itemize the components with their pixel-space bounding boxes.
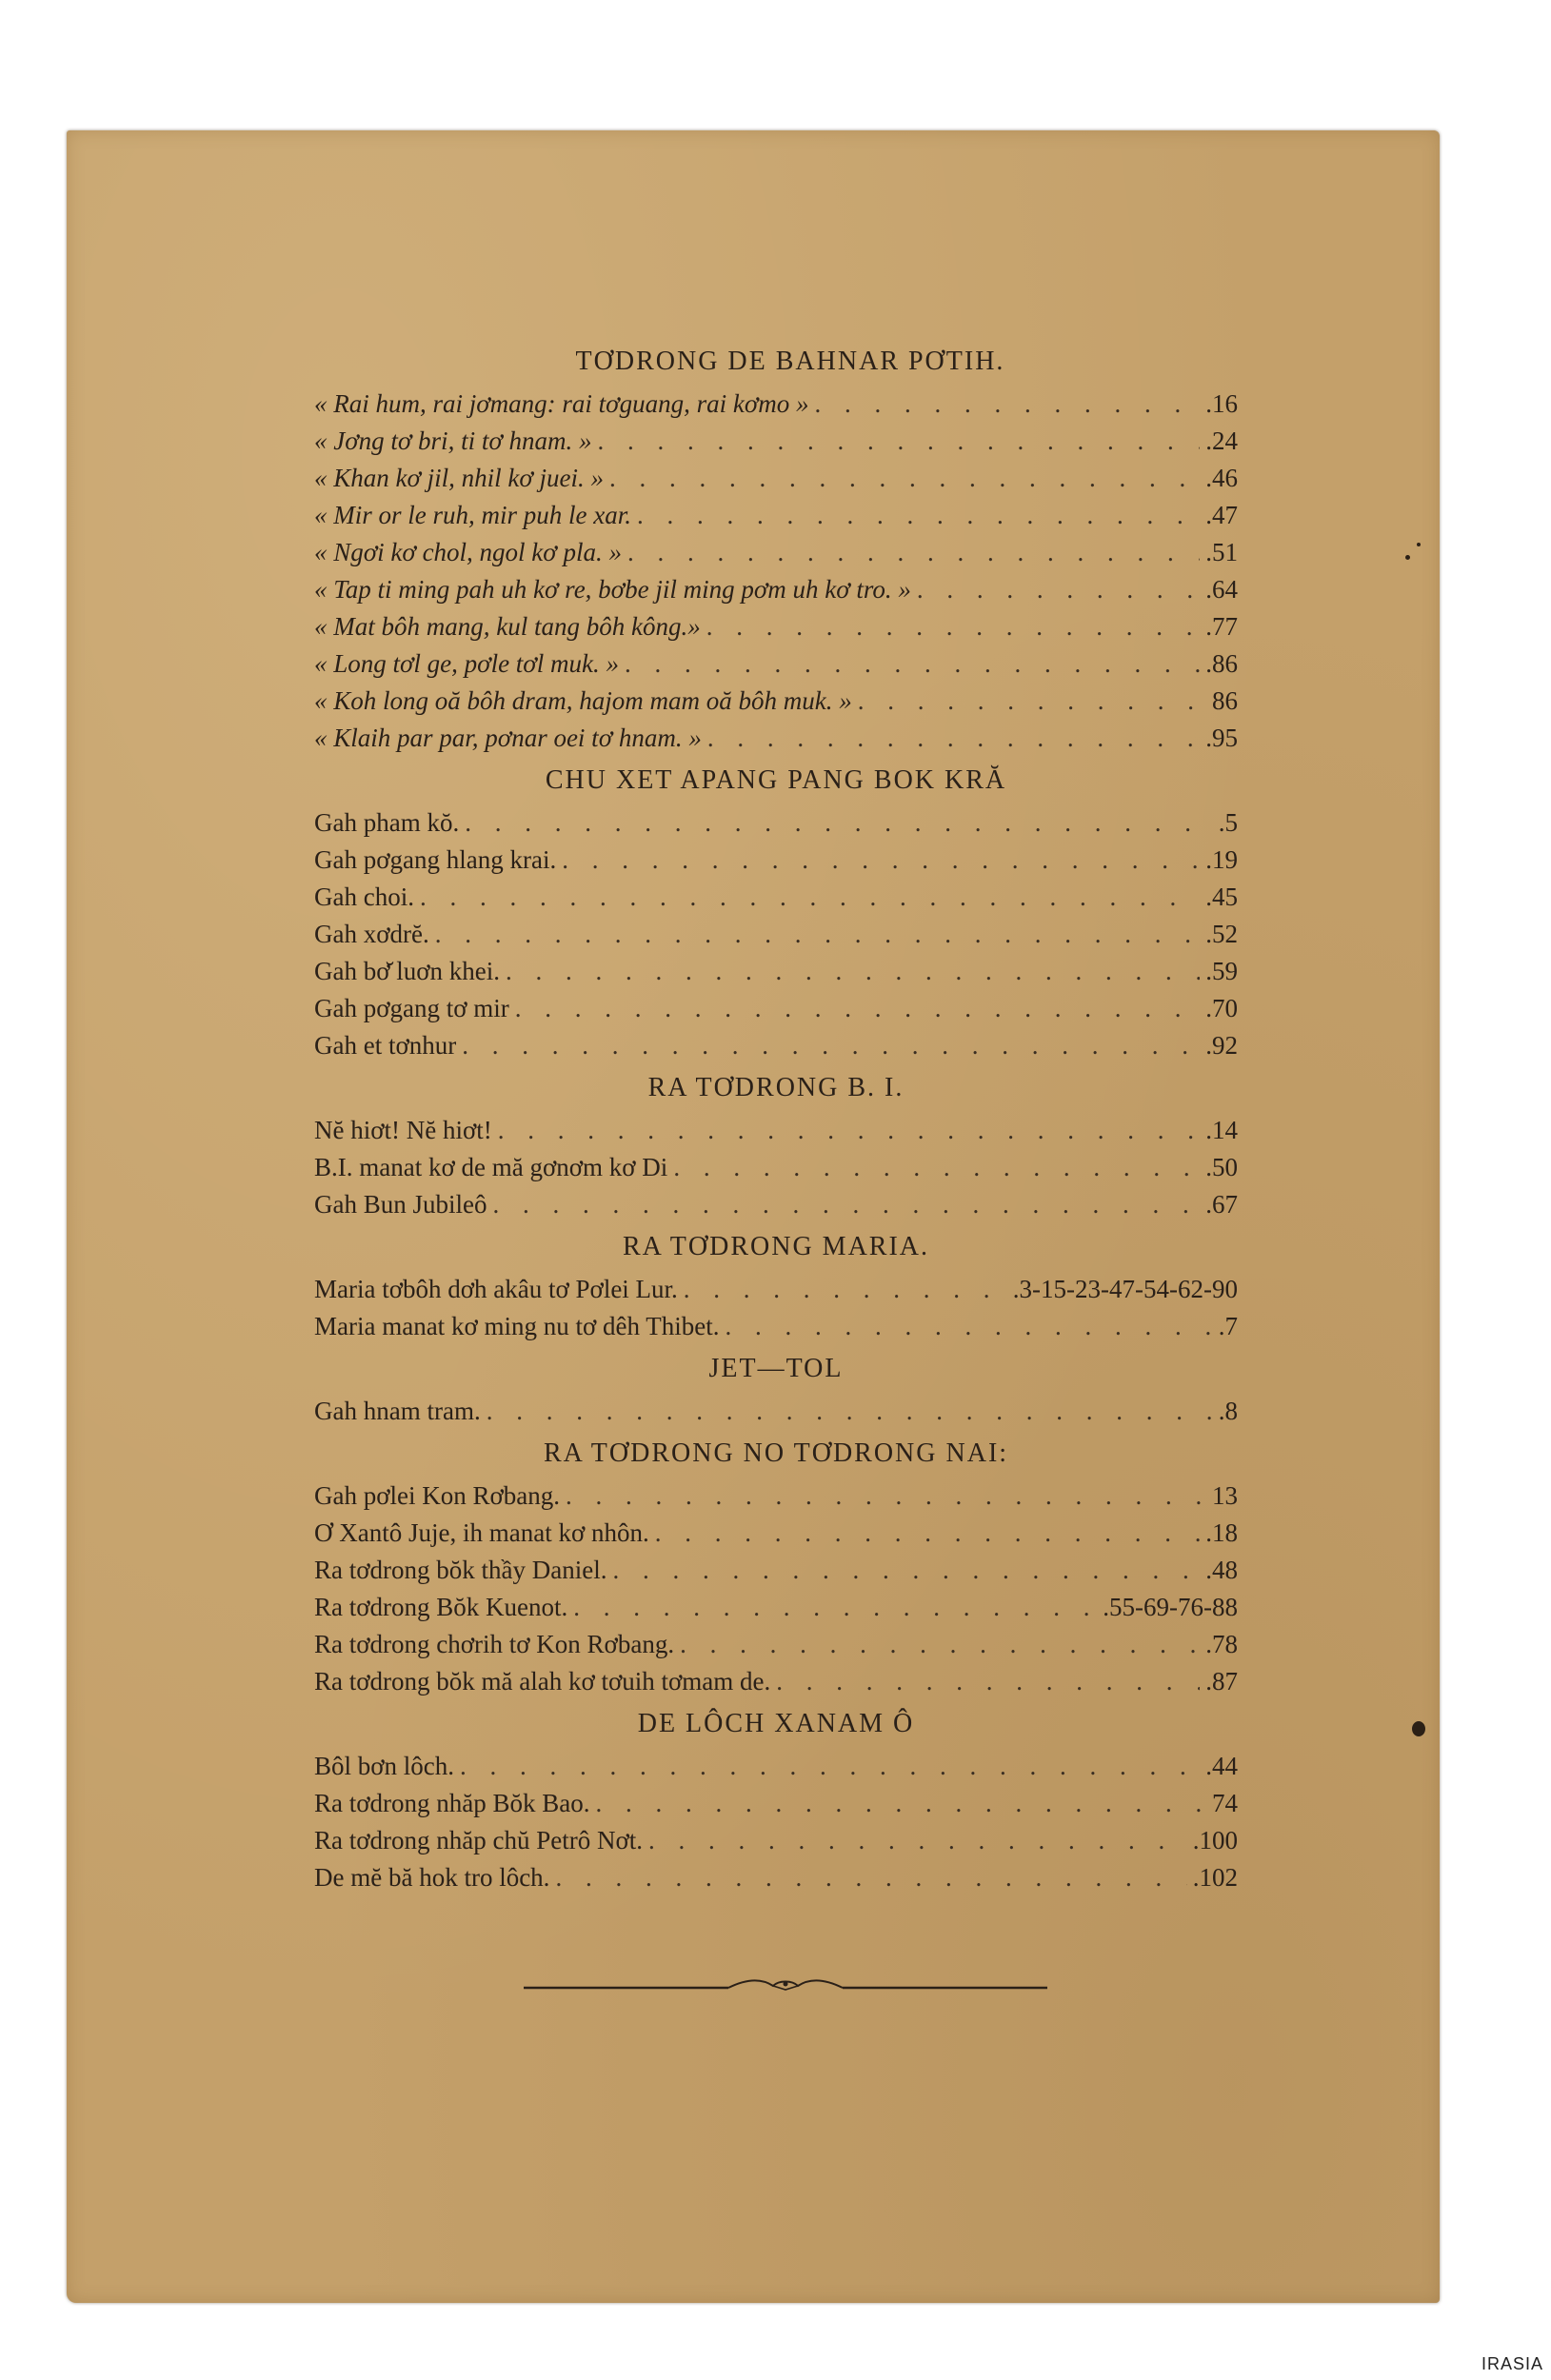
toc-section xyxy=(314,1223,1238,1345)
section-title: CHU XET APANG PANG BOK KRĂ xyxy=(545,765,1007,795)
toc-entry xyxy=(314,1822,1238,1859)
entry-page: .77 xyxy=(1205,612,1238,641)
entry-page: 13 xyxy=(1212,1481,1238,1510)
toc-entry xyxy=(314,953,1238,990)
toc-entry xyxy=(314,1112,1238,1149)
entry-page: 74 xyxy=(1212,1789,1238,1817)
toc-entry xyxy=(314,534,1238,571)
toc-entry xyxy=(314,842,1238,879)
toc-section xyxy=(314,1430,1238,1700)
entry-page: .70 xyxy=(1205,994,1238,1022)
entry-text: Ra tơdrong nhăp Bŏk Bao. xyxy=(314,1789,590,1817)
toc-entry xyxy=(314,1589,1238,1626)
dot-leader xyxy=(573,1589,1097,1626)
toc-entry xyxy=(314,571,1238,608)
entry-page: .102 xyxy=(1192,1863,1238,1892)
toc-entry xyxy=(314,1186,1238,1223)
toc-entry xyxy=(314,645,1238,683)
dot-leader xyxy=(706,608,1201,645)
entry-page: .24 xyxy=(1205,426,1238,455)
dot-leader xyxy=(562,842,1200,879)
entry-text: « Mir or le ruh, mir puh le xar. xyxy=(314,501,631,529)
entry-page: .16 xyxy=(1205,389,1238,418)
entry-page: .48 xyxy=(1205,1556,1238,1584)
dot-leader xyxy=(487,1393,1213,1430)
entry-page: .52 xyxy=(1205,920,1238,948)
dot-leader xyxy=(776,1663,1200,1700)
entry-text: Nĕ hiơt! Nĕ hiơt! xyxy=(314,1116,492,1144)
section-title: RA TƠDRONG B. I. xyxy=(647,1073,905,1102)
dot-leader xyxy=(625,645,1200,683)
entry-text: « Long tơl ge, pơle tơl muk. » xyxy=(314,649,619,678)
dot-leader xyxy=(597,423,1200,460)
dot-leader xyxy=(680,1626,1200,1663)
entry-text: Maria tơbôh dơh akâu tơ Pơlei Lur. xyxy=(314,1275,678,1303)
ornament-divider xyxy=(524,1973,1047,2001)
entry-text: Gah Bun Jubileô xyxy=(314,1190,487,1219)
dot-leader xyxy=(673,1149,1200,1186)
dot-leader xyxy=(465,804,1213,842)
toc-entry xyxy=(314,916,1238,953)
entry-text: « Rai hum, rai jơmang: rai tơguang, rai kơmo » xyxy=(314,389,809,418)
section-title: RA TƠDRONG MARIA. xyxy=(622,1232,930,1261)
entry-text: Ra tơdrong chơrih tơ Kon Rơbang. xyxy=(314,1630,675,1658)
entry-page: .18 xyxy=(1205,1518,1238,1547)
dot-leader xyxy=(498,1112,1200,1149)
toc-entry xyxy=(314,879,1238,916)
entry-page: .92 xyxy=(1205,1031,1238,1060)
table-of-contents xyxy=(314,338,1238,1896)
entry-text: « Tap ti ming pah uh kơ re, bơbe jil ming pơm uh kơ tro. » xyxy=(314,575,911,604)
dot-leader xyxy=(725,1308,1212,1345)
toc-entry xyxy=(314,460,1238,497)
entry-page: .7 xyxy=(1218,1312,1238,1340)
entry-text: Ra tơdrong Bŏk Kuenot. xyxy=(314,1593,568,1621)
dot-leader xyxy=(684,1271,1007,1308)
toc-entry xyxy=(314,804,1238,842)
toc-entry xyxy=(314,423,1238,460)
entry-text: Gah et tơnhur xyxy=(314,1031,457,1060)
entry-page: .46 xyxy=(1205,464,1238,492)
ink-spot xyxy=(1412,1721,1425,1736)
toc-entry xyxy=(314,1626,1238,1663)
toc-entry xyxy=(314,990,1238,1027)
ink-spot xyxy=(1405,555,1410,560)
toc-entry xyxy=(314,386,1238,423)
entry-text: Maria manat kơ ming nu tơ dêh Thibet. xyxy=(314,1312,720,1340)
entry-page: .78 xyxy=(1205,1630,1238,1658)
dot-leader xyxy=(493,1186,1201,1223)
entry-text: De mĕ bă hok tro lôch. xyxy=(314,1863,550,1892)
entry-page: 86 xyxy=(1212,686,1238,715)
entry-text: Gah pơgang hlang krai. xyxy=(314,845,557,874)
toc-entry xyxy=(314,1663,1238,1700)
entry-text: Gah choi. xyxy=(314,883,414,911)
dot-leader xyxy=(506,953,1200,990)
toc-section xyxy=(314,338,1238,757)
section-title: RA TƠDRONG NO TƠDRONG NAI: xyxy=(543,1438,1009,1468)
entry-page: .59 xyxy=(1205,957,1238,985)
entry-page: .5 xyxy=(1218,808,1238,837)
entry-text: Ra tơdrong bŏk mă alah kơ tơuih tơmam de. xyxy=(314,1667,771,1696)
toc-entry xyxy=(314,1027,1238,1064)
toc-entry xyxy=(314,1859,1238,1896)
entry-text: Gah pơgang tơ mir xyxy=(314,994,509,1022)
toc-entry xyxy=(314,497,1238,534)
toc-section xyxy=(314,1064,1238,1223)
entry-text: Gah hnam tram. xyxy=(314,1397,481,1425)
entry-text: Gah pham kŏ. xyxy=(314,808,460,837)
entry-page: .64 xyxy=(1205,575,1238,604)
toc-entry xyxy=(314,1552,1238,1589)
entry-page: .50 xyxy=(1205,1153,1238,1181)
entry-text: Ra tơdrong nhăp chŭ Petrô Nơt. xyxy=(314,1826,644,1854)
dot-leader xyxy=(707,720,1200,757)
toc-entry xyxy=(314,1149,1238,1186)
entry-text: « Klaih par par, pơnar oei tơ hnam. » xyxy=(314,724,702,752)
toc-entry xyxy=(314,683,1238,720)
entry-page: .86 xyxy=(1205,649,1238,678)
dot-leader xyxy=(627,534,1200,571)
dot-leader xyxy=(917,571,1200,608)
entry-text: « Ngơi kơ chol, ngol kơ pla. » xyxy=(314,538,622,566)
entry-text: « Koh long oă bôh dram, hajom mam oă bôh muk. » xyxy=(314,686,852,715)
dot-leader xyxy=(648,1822,1187,1859)
ink-spot xyxy=(1417,543,1421,546)
dot-leader xyxy=(612,1552,1200,1589)
dot-leader xyxy=(460,1748,1200,1785)
section-title: TƠDRONG DE BAHNAR PƠTIH. xyxy=(575,347,1005,376)
entry-text: Gah bơ̆ luơn khei. xyxy=(314,957,501,985)
entry-page: .19 xyxy=(1205,845,1238,874)
entry-text: Gah xơdrĕ. xyxy=(314,920,429,948)
entry-text: Ơ Xantô Juje, ih manat kơ nhôn. xyxy=(314,1518,649,1547)
watermark: IRASIA xyxy=(1481,2354,1543,2373)
entry-page: .47 xyxy=(1205,501,1238,529)
entry-page: .67 xyxy=(1205,1190,1238,1219)
toc-entry xyxy=(314,1308,1238,1345)
entry-page: .45 xyxy=(1205,883,1238,911)
toc-section xyxy=(314,1345,1238,1430)
dot-leader xyxy=(420,879,1200,916)
toc-section xyxy=(314,757,1238,1064)
toc-section xyxy=(314,1700,1238,1896)
dot-leader xyxy=(655,1515,1201,1552)
entry-page: .51 xyxy=(1205,538,1238,566)
dot-leader xyxy=(555,1859,1186,1896)
toc-entry xyxy=(314,608,1238,645)
dot-leader xyxy=(596,1785,1207,1822)
entry-page: .100 xyxy=(1192,1826,1238,1854)
section-title: JET—TOL xyxy=(708,1354,844,1383)
toc-entry xyxy=(314,720,1238,757)
dot-leader xyxy=(462,1027,1200,1064)
entry-text: B.I. manat kơ de mă gơnơm kơ Di xyxy=(314,1153,668,1181)
entry-page: .14 xyxy=(1205,1116,1238,1144)
entry-text: Bôl bơn lôch. xyxy=(314,1752,455,1780)
dot-leader xyxy=(609,460,1200,497)
dot-leader xyxy=(814,386,1200,423)
dot-leader xyxy=(515,990,1200,1027)
dot-leader xyxy=(858,683,1206,720)
dot-leader xyxy=(637,497,1200,534)
toc-entry xyxy=(314,1393,1238,1430)
dot-leader xyxy=(566,1478,1206,1515)
entry-page: .3-15-23-47-54-62-90 xyxy=(1012,1275,1238,1303)
entry-page: .44 xyxy=(1205,1752,1238,1780)
dot-leader xyxy=(435,916,1201,953)
entry-page: .55-69-76-88 xyxy=(1103,1593,1238,1621)
section-title: DE LÔCH XANAM Ô xyxy=(637,1709,915,1738)
entry-page: .87 xyxy=(1205,1667,1238,1696)
entry-text: « Mat bôh mang, kul tang bôh kông.» xyxy=(314,612,701,641)
toc-entry xyxy=(314,1478,1238,1515)
entry-text: Ra tơdrong bŏk thầy Daniel. xyxy=(314,1556,607,1584)
entry-page: .95 xyxy=(1205,724,1238,752)
toc-entry xyxy=(314,1271,1238,1308)
entry-text: « Jơng tơ bri, ti tơ hnam. » xyxy=(314,426,592,455)
entry-text: « Khan kơ jil, nhil kơ juei. » xyxy=(314,464,605,492)
entry-page: .8 xyxy=(1218,1397,1238,1425)
entry-text: Gah pơlei Kon Rơbang. xyxy=(314,1481,561,1510)
toc-entry xyxy=(314,1748,1238,1785)
toc-entry xyxy=(314,1515,1238,1552)
toc-entry xyxy=(314,1785,1238,1822)
